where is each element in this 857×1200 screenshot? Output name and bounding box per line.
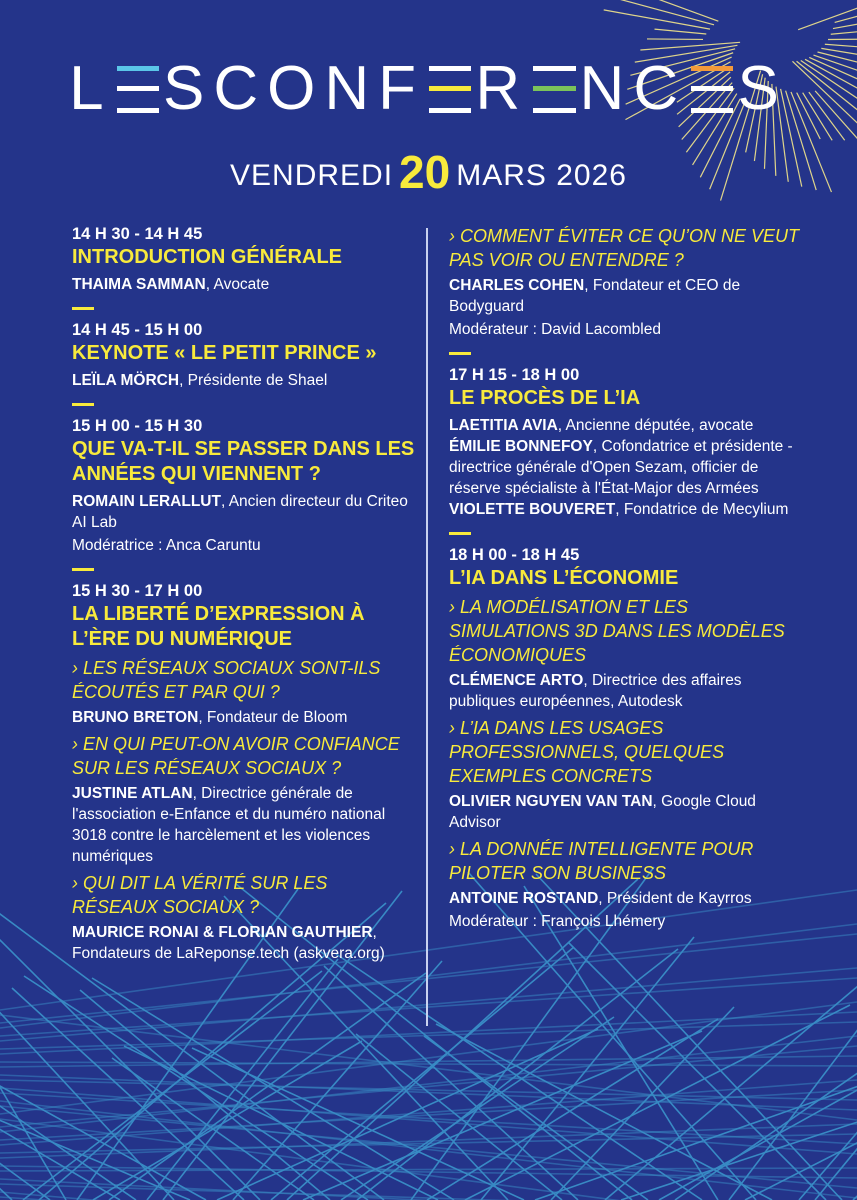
session-title: QUE VA-T-IL SE PASSER DANS LES ANNÉES QUI VIENNENT ? [72, 438, 415, 485]
blue-line [147, 959, 338, 1200]
session-time: 15 H 30 - 17 H 00 [72, 582, 203, 600]
session-title: LE PROCÈS DE L’IA [449, 387, 641, 409]
session-title: LA LIBERTÉ D’EXPRESSION À L’ÈRE DU NUMÉRIQUE [72, 603, 365, 650]
subtopic-title: › LA DONNÉE INTELLIGENTE POUR PILOTER SON BUSINESS [449, 839, 754, 883]
speaker-role: , Google Cloud Advisor [449, 793, 756, 831]
title-letter: N [324, 54, 379, 123]
title-letter: N [579, 54, 634, 123]
title-letter [687, 58, 737, 120]
speaker-name: BRUNO BRETON [72, 709, 199, 726]
speaker-name: JUSTINE ATLAN [72, 785, 193, 802]
program-left-column [72, 224, 417, 964]
speaker [72, 370, 417, 391]
session-time: 14 H 30 - 14 H 45 [72, 225, 203, 243]
speaker [449, 275, 804, 317]
subtopic-title: › LA MODÉLISATION ET LES SIMULATIONS 3D DANS LES MODÈLES ÉCONOMIQUES [449, 597, 785, 665]
separator-dash [72, 307, 94, 310]
yellow-ray [833, 12, 857, 28]
speaker [72, 274, 417, 295]
speaker-name: OLIVIER NGUYEN VAN TAN [449, 793, 653, 810]
subtopic-title: › L’IA DANS LES USAGES PROFESSIONNELS, QUELQUES EXEMPLES CONCRETS [449, 718, 725, 786]
speaker-name: MAURICE RONAI & FLORIAN GAUTHIER [72, 924, 373, 941]
title-letter: F [378, 54, 426, 123]
speaker [72, 783, 417, 867]
speaker-name: ÉMILIE BONNEFOY [449, 438, 593, 455]
speaker-name: ANTOINE ROSTAND [449, 890, 599, 907]
blue-line [0, 1012, 857, 1054]
speaker [449, 415, 804, 436]
title-letter: S [737, 54, 788, 123]
speaker-role: , Avocate [205, 276, 270, 293]
session-keynote [72, 320, 417, 391]
title-letter [529, 58, 579, 120]
page-title [0, 54, 857, 123]
yellow-ray [835, 0, 857, 22]
speaker-role: , Fondateur de Bloom [198, 709, 348, 726]
blue-line [0, 978, 857, 1036]
speaker-role: , Directrice générale de l'association e-Enfance et du numéro national 3018 contre le harcèlement et les violences numériques [72, 785, 386, 865]
title-letter: L [69, 54, 113, 123]
separator-dash [449, 532, 471, 535]
speaker-role: , Présidente de Shael [179, 372, 328, 389]
blue-line [853, 901, 857, 1200]
session-freedom-of-expression [72, 581, 417, 964]
session-title: KEYNOTE « LE PETIT PRINCE » [72, 342, 377, 364]
moderator: Modérateur : François Lhémery [449, 913, 666, 930]
session-title: L’IA DANS L’ÉCONOMIE [449, 567, 679, 589]
title-letter [425, 58, 475, 120]
session-ai-trial [449, 365, 804, 520]
speaker [449, 499, 804, 520]
speaker-role: , Fondatrice de Mecylium [615, 501, 789, 518]
blue-line [0, 1124, 857, 1158]
session-time: 15 H 00 - 15 H 30 [72, 417, 203, 435]
session-avoid-content [449, 224, 804, 340]
blue-line [324, 966, 578, 1200]
separator-dash [449, 352, 471, 355]
subtopic-title: › QUI DIT LA VÉRITÉ SUR LES RÉSEAUX SOCIAUX ? [72, 873, 328, 917]
blue-line [0, 944, 12, 1200]
speaker-role: , Ancienne députée, avocate [557, 417, 754, 434]
blue-line [0, 1022, 857, 1049]
speaker [449, 670, 804, 712]
date-suffix: MARS 2026 [456, 159, 627, 192]
speaker-role: , Fondateurs de LaReponse.tech (askvera.org) [72, 924, 385, 962]
speaker-role: , Président de Kayrros [598, 890, 752, 907]
blue-line [0, 1179, 857, 1200]
session-time: 14 H 45 - 15 H 00 [72, 321, 203, 339]
speaker-name: THAIMA SAMMAN [72, 276, 206, 293]
event-date [0, 146, 857, 202]
yellow-ray [831, 26, 857, 34]
session-time: 18 H 00 - 18 H 45 [449, 546, 580, 564]
speaker-name: CHARLES COHEN [449, 277, 585, 294]
moderator: Modérateur : David Lacombled [449, 321, 661, 338]
blue-line [0, 1036, 857, 1132]
speaker-role: , Directrice des affaires publiques européennes, Autodesk [449, 672, 742, 710]
speaker-name: VIOLETTE BOUVERET [449, 501, 616, 518]
session-future [72, 416, 417, 556]
title-letter: R [475, 54, 530, 123]
separator-dash [72, 568, 94, 571]
blue-line [605, 925, 857, 1200]
speaker-name: ROMAIN LERALLUT [72, 493, 221, 510]
title-letter: C [633, 54, 688, 123]
date-day: 20 [399, 146, 451, 198]
date-prefix: VENDREDI [230, 159, 394, 192]
session-ai-economy [449, 545, 804, 932]
speaker-name: LAETITIA AVIA [449, 417, 558, 434]
yellow-ray [655, 29, 707, 34]
speaker [449, 888, 804, 909]
subtopic-title: › EN QUI PEUT-ON AVOIR CONFIANCE SUR LES RÉSEAUX SOCIAUX ? [72, 734, 400, 778]
speaker [72, 922, 417, 964]
speaker [449, 791, 804, 833]
speaker-role: , Fondateur et CEO de Bodyguard [449, 277, 741, 315]
yellow-ray [624, 0, 718, 21]
subtopic-title: › LES RÉSEAUX SOCIAUX SONT-ILS ÉCOUTÉS ET PAR QUI ? [72, 658, 381, 702]
speaker-role: , Ancien directeur du Criteo AI Lab [72, 493, 408, 531]
speaker-name: CLÉMENCE ARTO [449, 672, 584, 689]
title-letter: S [163, 54, 214, 123]
title-letter: C [213, 54, 268, 123]
program-right-column [449, 224, 804, 932]
title-letter [113, 58, 163, 120]
title-letter: O [267, 54, 325, 123]
column-divider [426, 228, 428, 1026]
session-time: 17 H 15 - 18 H 00 [449, 366, 580, 384]
speaker-role: , Cofondatrice et présidente - directrice générale d'Open Sezam, officier de réserve spécialiste à l'État-Major des Armées [449, 438, 793, 497]
speaker-name: LEÏLA MÖRCH [72, 372, 180, 389]
moderator: Modératrice : Anca Caruntu [72, 537, 261, 554]
yellow-ray [640, 42, 740, 50]
subtopic-title: › COMMENT ÉVITER CE QU’ON NE VEUT PAS VOIR OU ENTENDRE ? [449, 226, 800, 270]
speaker [449, 436, 804, 499]
separator-dash [72, 403, 94, 406]
yellow-ray [828, 39, 857, 40]
session-introduction [72, 224, 417, 295]
speaker [72, 707, 417, 728]
session-title: INTRODUCTION GÉNÉRALE [72, 246, 342, 268]
speaker [72, 491, 417, 533]
